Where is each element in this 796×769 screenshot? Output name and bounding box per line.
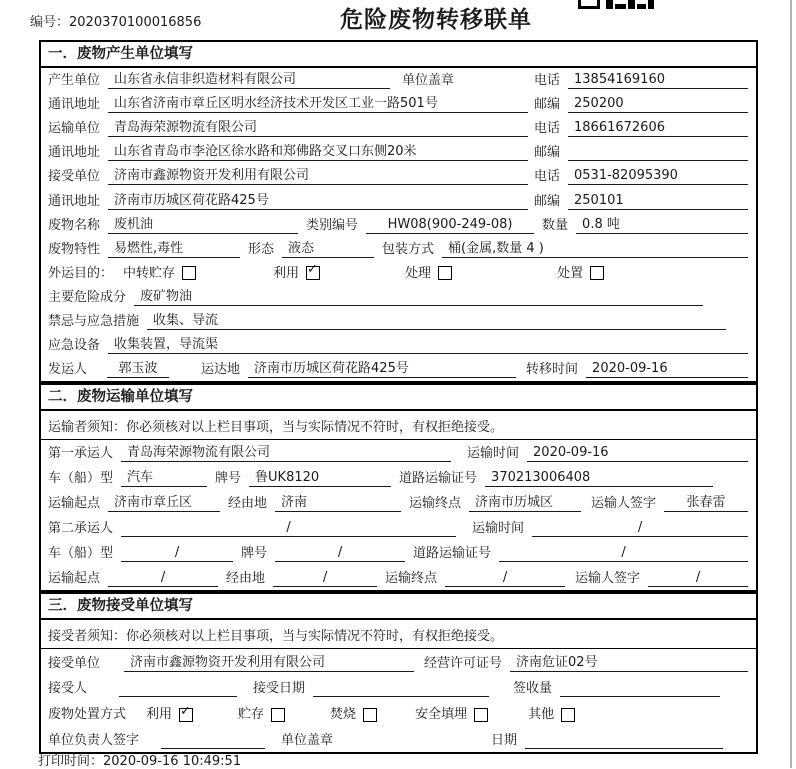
- doc-number: [30, 11, 201, 30]
- disposal-utilize-checkbox: [146, 703, 193, 723]
- signed-quantity-value: [560, 680, 720, 697]
- disposal-utilize-checkbox-box: [179, 703, 193, 722]
- other-checkbox-box: [561, 708, 575, 722]
- waste-property-label: 废物特性: [48, 241, 101, 257]
- transport-date-label: 运输时间: [467, 446, 520, 462]
- form-row: [41, 357, 756, 381]
- form-row: [41, 565, 756, 590]
- vehicle-type2-value: /: [121, 545, 233, 562]
- transporter-zip-label: 邮编: [533, 145, 560, 161]
- destination-value: 济南市历城区荷花路425号: [248, 361, 516, 378]
- page-title: 危险废物转移联单: [340, 7, 532, 33]
- page-edge-line: [790, 0, 792, 768]
- transporter-zip-value: [568, 144, 748, 161]
- transporter-address-label: 通讯地址: [48, 145, 101, 161]
- transfer-storage-checkbox-box: [182, 266, 196, 280]
- other-checkbox-label: 其他: [528, 707, 555, 722]
- accept-unit-label: 接受单位: [48, 655, 101, 671]
- transport-date2-label: 运输时间: [472, 521, 525, 537]
- dispose-checkbox-box: [590, 266, 604, 280]
- form-row: [41, 649, 756, 675]
- shipper-value: 郭玉波: [107, 361, 169, 378]
- form-row: [41, 164, 756, 188]
- transfer-date-value: 2020-09-16: [586, 361, 748, 378]
- receiver-zip-label: 邮编: [533, 193, 560, 209]
- receiver-unit-value: 济南市鑫源物资开发利用有限公司: [108, 168, 528, 185]
- transport-end-value: 济南市历城区: [469, 495, 581, 512]
- accept-person-value: [119, 680, 237, 697]
- packaging-label: 包装方式: [382, 241, 435, 257]
- receiver-address-label: 通讯地址: [48, 193, 101, 209]
- via2-label: 经由地: [226, 571, 266, 587]
- disposal-storage-checkbox-box: [271, 708, 285, 722]
- dispose-checkbox: [557, 265, 604, 282]
- producer-address-value: 山东省济南市章丘区明水经济技术开发区工业一路501号: [108, 96, 528, 113]
- transport-end2-value: /: [445, 570, 565, 587]
- unit-seal-label: 单位盖章: [402, 73, 455, 89]
- transport-origin2-value: /: [108, 570, 218, 587]
- emergency-equipment-value: 收集装置，导流渠: [108, 337, 748, 354]
- print-time: [38, 750, 241, 769]
- document-header: [0, 0, 796, 40]
- producer-zip-value: 250200: [568, 96, 748, 113]
- other-checkbox: [528, 706, 575, 723]
- disposal-utilize-checkbox-label: 利用: [146, 707, 173, 722]
- transport-origin-label: 运输起点: [48, 496, 101, 512]
- first-carrier-label: 第一承运人: [48, 446, 114, 462]
- qr-block: [648, 0, 654, 9]
- vehicle-type-label: 车（船）型: [48, 471, 114, 487]
- form-state-value: 液态: [282, 241, 374, 258]
- treat-checkbox-label: 处理: [405, 265, 432, 281]
- emergency-measures-value: 收集、导流: [147, 313, 726, 330]
- transporter-unit-label: 运输单位: [48, 121, 101, 137]
- transporter-phone-value: 18661672606: [568, 120, 748, 137]
- form-row: [41, 237, 756, 261]
- vehicle-type-value: 汽车: [121, 470, 207, 487]
- form-row: [41, 515, 756, 540]
- treat-checkbox: [405, 265, 452, 282]
- second-carrier-label: 第二承运人: [48, 521, 114, 537]
- producer-section: [39, 40, 758, 383]
- plate-number-label: 牌号: [215, 471, 242, 487]
- category-code-label: 类别编号: [306, 217, 359, 233]
- waste-name-value: 废机油: [108, 217, 298, 234]
- shipper-label: 发运人: [48, 362, 88, 378]
- first-carrier-value: 青岛海荣源物流有限公司: [121, 445, 451, 462]
- form-body: [0, 40, 796, 754]
- qr-block: [578, 0, 600, 9]
- packaging-value: 桶(金属,数量 4 ): [442, 241, 748, 258]
- destination-label: 运达地: [201, 362, 241, 378]
- plate-number2-label: 牌号: [241, 546, 268, 562]
- emergency-equipment-label: 应急设备: [48, 338, 101, 354]
- producer-phone-value: 13854169160: [568, 72, 748, 89]
- form-row: [41, 700, 756, 726]
- vehicle-type2-label: 车（船）型: [48, 546, 114, 562]
- disposal-storage-checkbox-label: 贮存: [238, 707, 265, 722]
- qr-block: [628, 0, 635, 9]
- form-row: [41, 188, 756, 212]
- accept-date-value: [313, 680, 489, 697]
- date-value: [525, 732, 723, 749]
- via-label: 经由地: [228, 496, 268, 512]
- form-row: [41, 140, 756, 164]
- producer-address-label: 通讯地址: [48, 97, 101, 113]
- transfer-date-label: 转移时间: [526, 362, 579, 378]
- dispose-checkbox-label: 处置: [557, 265, 584, 281]
- incinerate-checkbox-box: [363, 708, 377, 722]
- license-number-label: 经营许可证号: [424, 655, 503, 671]
- check-mark-icon: ✓: [180, 703, 191, 719]
- transfer-storage-checkbox-label: 中转贮存: [123, 265, 176, 281]
- form-row: [41, 68, 756, 92]
- qr-code-fragment-icon: [578, 0, 656, 9]
- second-carrier-value: /: [121, 520, 456, 537]
- transfer-storage-checkbox: [123, 265, 196, 282]
- road-permit2-label: 道路运输证号: [413, 546, 492, 562]
- utilize-checkbox-label: 利用: [273, 265, 300, 281]
- form-row: [41, 490, 756, 515]
- landfill-checkbox-box: [474, 708, 488, 722]
- quantity-label: 数量: [542, 217, 569, 233]
- doc-number-label: 编号：: [30, 15, 70, 30]
- section-title: 一．废物产生单位填写: [41, 42, 756, 68]
- transport-section: [39, 383, 758, 592]
- landfill-checkbox-label: 安全填埋: [415, 707, 468, 722]
- quantity-value: 0.8 吨: [576, 217, 748, 234]
- utilize-checkbox-box: [306, 262, 320, 280]
- license-number-value: 济南危证02号: [510, 655, 748, 672]
- transporter-address-value: 山东省青岛市李沧区徐水路和郑佛路交叉口东侧20米: [108, 144, 528, 161]
- responsible-signature-label: 单位负责人签字: [48, 732, 140, 748]
- incinerate-checkbox-label: 焚烧: [330, 707, 357, 722]
- form-row: [41, 92, 756, 116]
- producer-phone-label: 电话: [533, 73, 560, 89]
- print-time-label: 打印时间：: [38, 754, 104, 769]
- producer-unit-label: 产生单位: [48, 73, 101, 89]
- disposal-method-label: 废物处置方式: [48, 707, 127, 722]
- date-label: 日期: [491, 732, 518, 748]
- carrier-signature2-label: 运输人签字: [575, 571, 641, 587]
- transport-origin2-label: 运输起点: [48, 571, 101, 587]
- road-permit-label: 道路运输证号: [399, 471, 478, 487]
- form-row: [41, 261, 756, 285]
- producer-unit-value: 山东省永信非织造材料有限公司: [108, 72, 390, 89]
- print-time-value: 2020-09-16 10:49:51: [103, 754, 242, 769]
- form-state-label: 形态: [248, 241, 275, 257]
- transporter-unit-value: 青岛海荣源物流有限公司: [108, 120, 528, 137]
- road-permit2-value: /: [499, 545, 748, 562]
- form-row: [41, 465, 756, 490]
- receiver-zip-value: 250101: [568, 193, 748, 210]
- transport-origin-value: 济南市章丘区: [108, 495, 220, 512]
- receiver-phone-label: 电话: [533, 169, 560, 185]
- accept-person-label: 接受人: [48, 681, 88, 697]
- outbound-purpose-label: 外运目的：: [48, 265, 114, 281]
- form-row: [41, 440, 756, 465]
- treat-checkbox-box: [438, 266, 452, 280]
- producer-zip-label: 邮编: [533, 97, 560, 113]
- landfill-checkbox: [415, 706, 488, 723]
- carrier-signature-label: 运输人签字: [591, 496, 657, 512]
- form-row: [41, 675, 756, 701]
- qr-block: [606, 0, 613, 9]
- qr-block: [637, 4, 646, 9]
- carrier-signature-value: 张春雷: [664, 495, 748, 512]
- via2-value: /: [273, 570, 377, 587]
- transport-date2-value: /: [532, 520, 748, 537]
- form-row: [41, 333, 756, 357]
- emergency-measures-label: 禁忌与应急措施: [48, 314, 140, 330]
- qr-block: [615, 4, 626, 9]
- section-title: 二．废物运输单位填写: [41, 385, 756, 411]
- road-permit-value: 370213006408: [485, 470, 713, 487]
- form-row: [41, 309, 756, 333]
- notice-text: 运输者须知：你必须核对以上栏目事项，当与实际情况不符时，有权拒绝接受。: [41, 411, 756, 440]
- main-hazard-label: 主要危险成分: [48, 289, 127, 305]
- form-row: [41, 540, 756, 565]
- utilize-checkbox: [273, 262, 320, 282]
- accept-unit-value: 济南市鑫源物资开发利用有限公司: [124, 655, 414, 672]
- transporter-phone-label: 电话: [533, 121, 560, 137]
- unit-seal2-label: 单位盖章: [281, 732, 334, 748]
- form-row: [41, 285, 756, 309]
- main-hazard-value: 废矿物油: [134, 289, 703, 306]
- receiver-unit-label: 接受单位: [48, 169, 101, 185]
- transport-end2-label: 运输终点: [385, 571, 438, 587]
- transport-date-value: 2020-09-16: [527, 445, 748, 462]
- receiver-section: [39, 592, 758, 753]
- plate-number2-value: /: [275, 545, 405, 562]
- form-row: [41, 116, 756, 140]
- transport-end-label: 运输终点: [409, 496, 462, 512]
- waste-name-label: 废物名称: [48, 217, 101, 233]
- notice-text: 接受者须知：你必须核对以上栏目事项，当与实际情况不符时，有权拒绝接受。: [41, 620, 756, 649]
- carrier-signature2-value: /: [648, 570, 748, 587]
- section-title: 三．废物接受单位填写: [41, 594, 756, 620]
- form-row: [41, 726, 756, 752]
- accept-date-label: 接受日期: [253, 681, 306, 697]
- category-code-value: HW08(900-249-08): [366, 217, 534, 234]
- signed-quantity-label: 签收量: [513, 681, 553, 697]
- receiver-address-value: 济南市历城区荷花路425号: [108, 193, 528, 210]
- doc-number-value: 2020370100016856: [69, 15, 202, 30]
- responsible-signature-value: [161, 732, 265, 749]
- plate-number-value: 鲁UK8120: [249, 470, 391, 487]
- form-row: [41, 213, 756, 237]
- waste-property-value: 易燃性,毒性: [108, 241, 240, 258]
- check-mark-icon: ✓: [307, 262, 318, 278]
- via-value: 济南: [275, 495, 401, 512]
- incinerate-checkbox: [330, 706, 377, 723]
- receiver-phone-value: 0531-82095390: [568, 168, 748, 185]
- disposal-storage-checkbox: [238, 706, 285, 723]
